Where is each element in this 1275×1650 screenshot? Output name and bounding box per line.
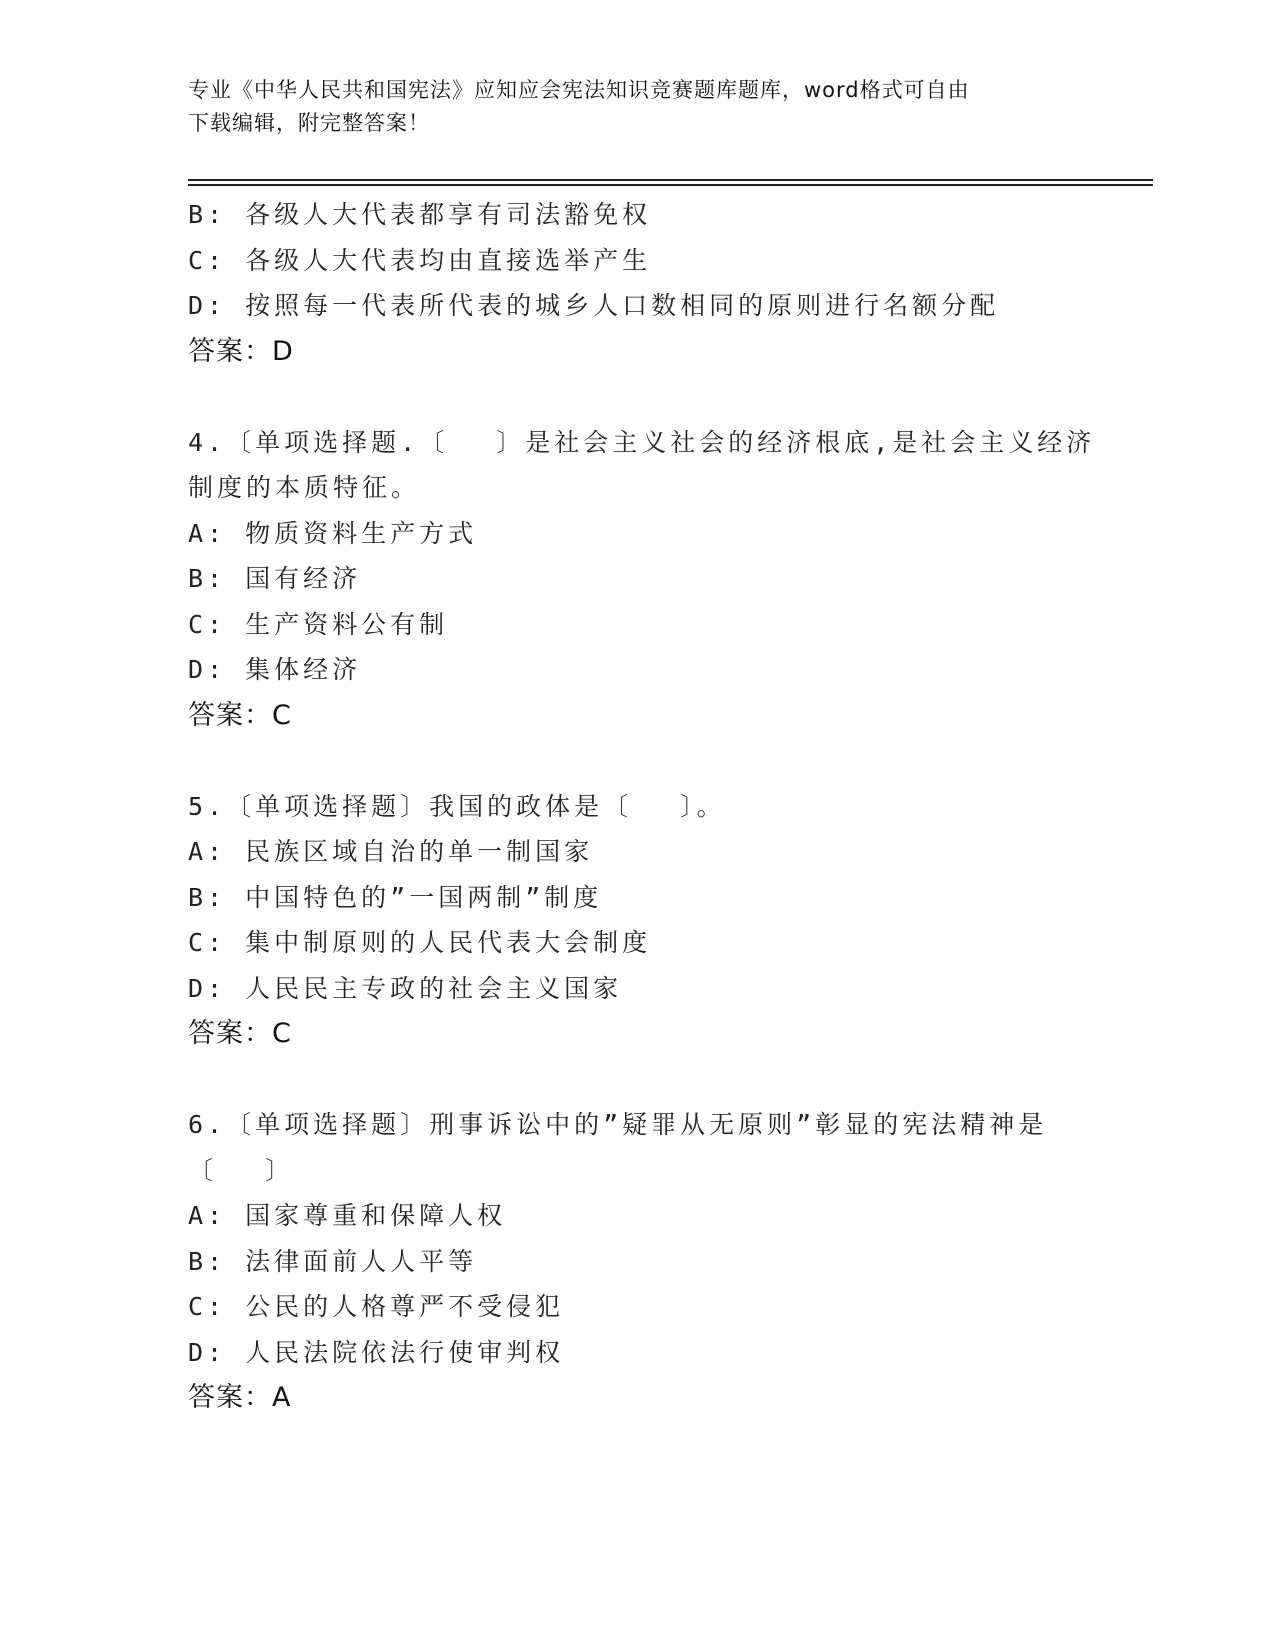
document-header bbox=[188, 74, 1088, 140]
question-stem: 4.〔单项选择题.〔 〕是社会主义社会的经济根底,是社会主义经济 bbox=[188, 427, 1096, 457]
option-c: C: 公民的人格尊严不受侵犯 bbox=[188, 1292, 565, 1321]
header-divider-bottom bbox=[188, 184, 1153, 186]
option-d: D: 人民法院依法行使审判权 bbox=[188, 1337, 565, 1367]
question-stem-continued: 制度的本质特征。 bbox=[188, 473, 421, 502]
question-list bbox=[188, 192, 1096, 1421]
option-a: A: 物质资料生产方式 bbox=[188, 518, 478, 548]
answer: 答案：C bbox=[188, 1018, 292, 1049]
question-stem-continued: 〔 〕 bbox=[188, 1155, 295, 1185]
option-b: B: 中国特色的”一国两制”制度 bbox=[188, 882, 603, 912]
answer: 答案：D bbox=[188, 335, 294, 367]
option-c: C: 生产资料公有制 bbox=[188, 609, 449, 639]
spacer bbox=[188, 738, 1088, 784]
answer: 答案：C bbox=[188, 699, 292, 731]
spacer bbox=[188, 1057, 1088, 1103]
option-b: B: 各级人大代表都享有司法豁免权 bbox=[188, 200, 652, 229]
option-c: C: 各级人大代表均由直接选举产生 bbox=[188, 245, 652, 275]
question-4 bbox=[188, 420, 1096, 739]
option-d: D: 按照每一代表所代表的城乡人口数相同的原则进行名额分配 bbox=[188, 291, 1000, 320]
option-b: B: 法律面前人人平等 bbox=[188, 1246, 478, 1276]
option-b: B: 国有经济 bbox=[188, 564, 362, 593]
question-stem: 6.〔单项选择题〕刑事诉讼中的”疑罪从无原则”彰显的宪法精神是 bbox=[188, 1110, 1048, 1139]
question-6 bbox=[188, 1102, 1088, 1421]
answer: 答案：A bbox=[188, 1382, 292, 1413]
option-c: C: 集中制原则的人民代表大会制度 bbox=[188, 928, 652, 957]
header-line-2: 下载编辑，附完整答案！ bbox=[188, 111, 430, 135]
option-a: A: 民族区域自治的单一制国家 bbox=[188, 837, 594, 866]
header-line-1: 专业《中华人民共和国宪法》应知应会宪法知识竞赛题库题库，word格式可自由 bbox=[188, 78, 970, 102]
header-divider-top bbox=[188, 179, 1153, 181]
option-d: D: 人民民主专政的社会主义国家 bbox=[188, 973, 623, 1003]
question-stem: 5.〔单项选择题〕我国的政体是〔 〕。 bbox=[188, 791, 726, 821]
option-a: A: 国家尊重和保障人权 bbox=[188, 1201, 507, 1230]
question-3-continued bbox=[188, 192, 1088, 374]
spacer bbox=[188, 374, 1088, 420]
question-5 bbox=[188, 784, 1088, 1057]
option-d: D: 集体经济 bbox=[188, 655, 362, 684]
